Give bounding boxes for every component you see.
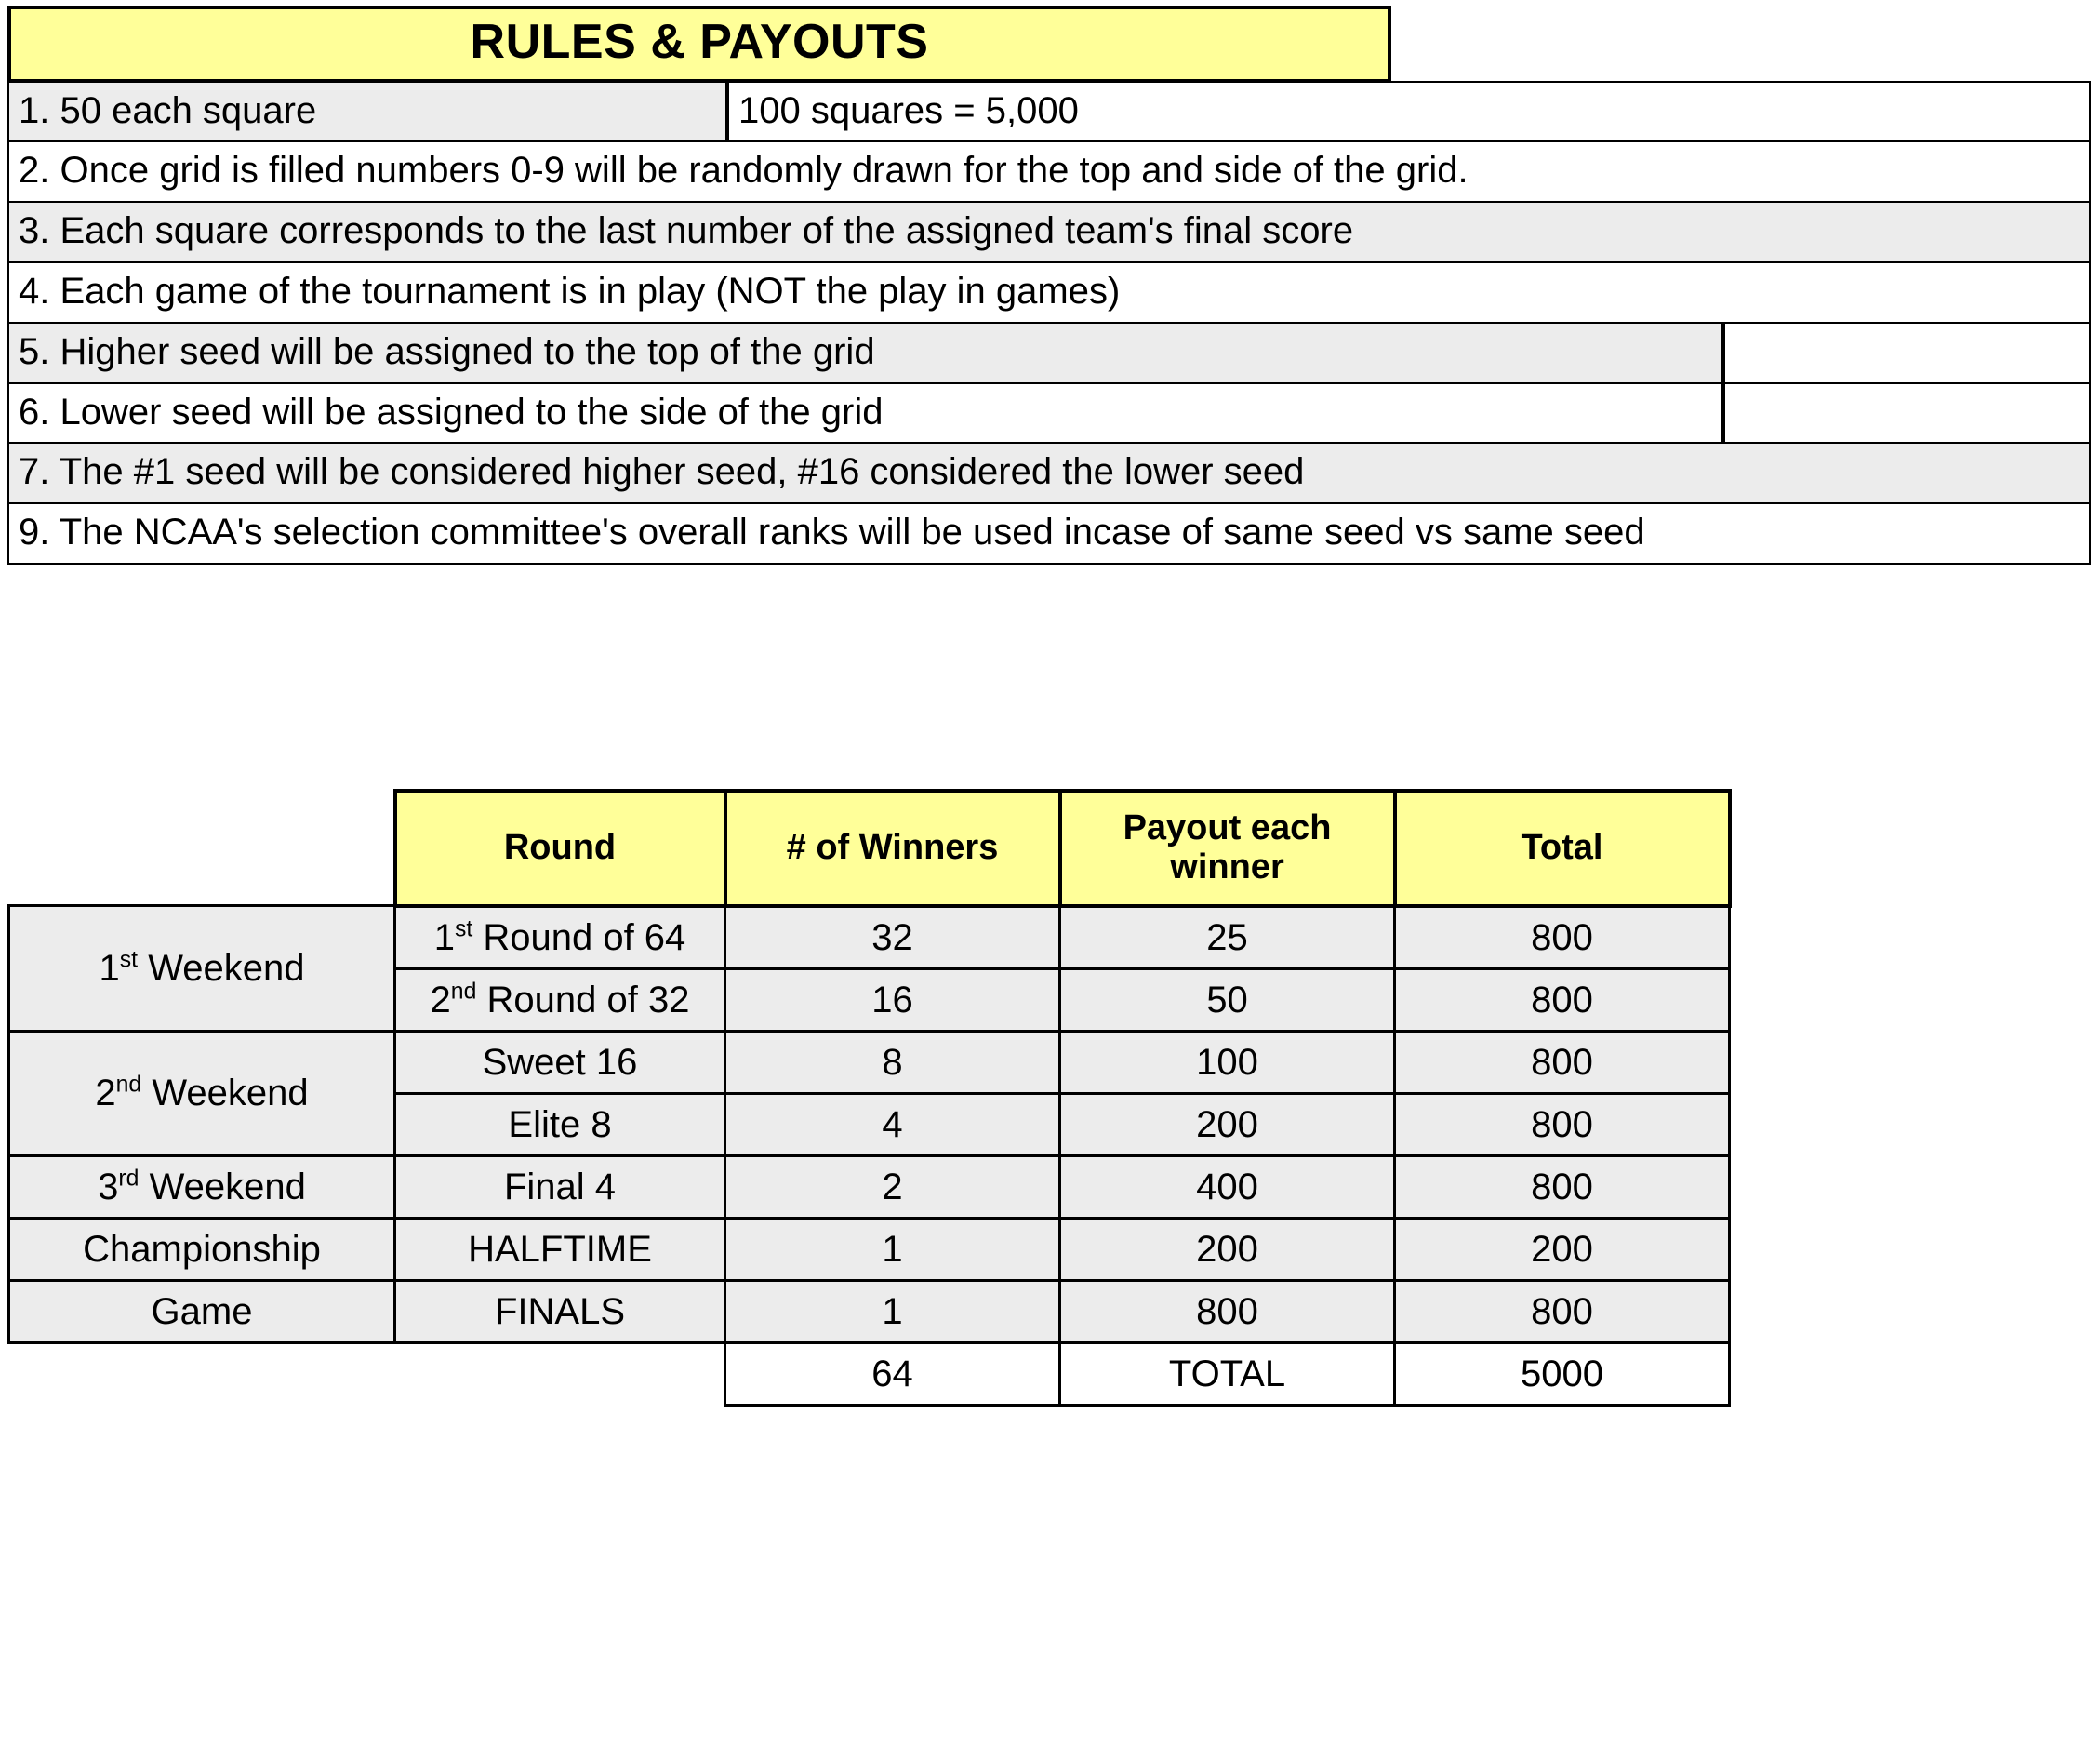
header-round: Round: [395, 791, 725, 906]
winners-value: 8: [725, 1031, 1060, 1093]
footer-winners-total: 64: [725, 1342, 1060, 1405]
rule-row-4: [7, 261, 2091, 324]
rule-2-text: 2. Once grid is filled numbers 0-9 will be randomly drawn for the top and side of the grid.: [7, 140, 2091, 203]
winners-value: 1: [725, 1218, 1060, 1280]
total-value: 200: [1395, 1218, 1730, 1280]
table-row: [9, 906, 1730, 969]
total-value: 800: [1395, 1155, 1730, 1218]
table-row: [9, 1031, 1730, 1093]
payout-value: 25: [1060, 906, 1395, 969]
rule-5-spacer: [1723, 322, 2091, 384]
total-value: 800: [1395, 1093, 1730, 1155]
winners-value: 32: [725, 906, 1060, 969]
payout-footer-row: [9, 1342, 1730, 1405]
rule-row-2: [7, 140, 2091, 203]
payout-table: [7, 789, 1732, 1407]
round-label: 2nd Round of 32: [395, 968, 725, 1031]
payout-value: 200: [1060, 1093, 1395, 1155]
group-label-2nd-weekend: 2nd Weekend: [9, 1031, 395, 1155]
rule-1-value: 100 squares = 5,000: [727, 81, 2091, 143]
table-row: [9, 1218, 1730, 1280]
winners-value: 1: [725, 1280, 1060, 1342]
rule-3-text: 3. Each square corresponds to the last number of the assigned team's final score: [7, 201, 2091, 263]
header-winners: # of Winners: [725, 791, 1060, 906]
rule-row-6: [7, 382, 2091, 445]
rule-row-5: [7, 322, 2091, 384]
rule-row-7: [7, 442, 2091, 504]
rule-1-text: 1. 50 each square: [7, 81, 727, 143]
table-row: [9, 1155, 1730, 1218]
group-label-3rd-weekend: 3rd Weekend: [9, 1155, 395, 1218]
rule-5-text: 5. Higher seed will be assigned to the top of the grid: [7, 322, 1723, 384]
round-label: Final 4: [395, 1155, 725, 1218]
payout-header-row: [9, 791, 1730, 906]
header-total: Total: [1395, 791, 1730, 906]
rule-row-9: [7, 502, 2091, 565]
round-label: FINALS: [395, 1280, 725, 1342]
rule-6-spacer: [1723, 382, 2091, 445]
round-label: HALFTIME: [395, 1218, 725, 1280]
group-label-1st-weekend: 1st Weekend: [9, 906, 395, 1032]
winners-value: 4: [725, 1093, 1060, 1155]
payout-value: 400: [1060, 1155, 1395, 1218]
rule-7-text: 7. The #1 seed will be considered higher seed, #16 considered the lower seed: [7, 442, 2091, 504]
round-label: Sweet 16: [395, 1031, 725, 1093]
group-label-game: Game: [9, 1280, 395, 1342]
rules-section: [7, 6, 2091, 565]
rule-6-text: 6. Lower seed will be assigned to the side of the grid: [7, 382, 1723, 445]
payout-value: 100: [1060, 1031, 1395, 1093]
rule-row-1: [7, 81, 2091, 143]
rule-4-text: 4. Each game of the tournament is in play (NOT the play in games): [7, 261, 2091, 324]
total-value: 800: [1395, 1280, 1730, 1342]
footer-spacer-1: [9, 1342, 395, 1405]
rules-title-row: [7, 6, 2091, 83]
footer-spacer-2: [395, 1342, 725, 1405]
payout-value: 50: [1060, 968, 1395, 1031]
total-value: 800: [1395, 906, 1730, 969]
group-label-championship: Championship: [9, 1218, 395, 1280]
rule-row-3: [7, 201, 2091, 263]
payout-value: 800: [1060, 1280, 1395, 1342]
winners-value: 16: [725, 968, 1060, 1031]
header-spacer: [9, 791, 395, 906]
round-label: 1st Round of 64: [395, 906, 725, 969]
rule-9-text: 9. The NCAA's selection committee's overall ranks will be used incase of same seed vs same seed: [7, 502, 2091, 565]
table-row: [9, 1280, 1730, 1342]
total-value: 800: [1395, 968, 1730, 1031]
round-label: Elite 8: [395, 1093, 725, 1155]
footer-total-label: TOTAL: [1060, 1342, 1395, 1405]
winners-value: 2: [725, 1155, 1060, 1218]
total-value: 800: [1395, 1031, 1730, 1093]
header-payout-each: Payout each winner: [1060, 791, 1395, 906]
footer-grand-total: 5000: [1395, 1342, 1730, 1405]
payout-value: 200: [1060, 1218, 1395, 1280]
page-title: RULES & PAYOUTS: [7, 6, 1391, 83]
